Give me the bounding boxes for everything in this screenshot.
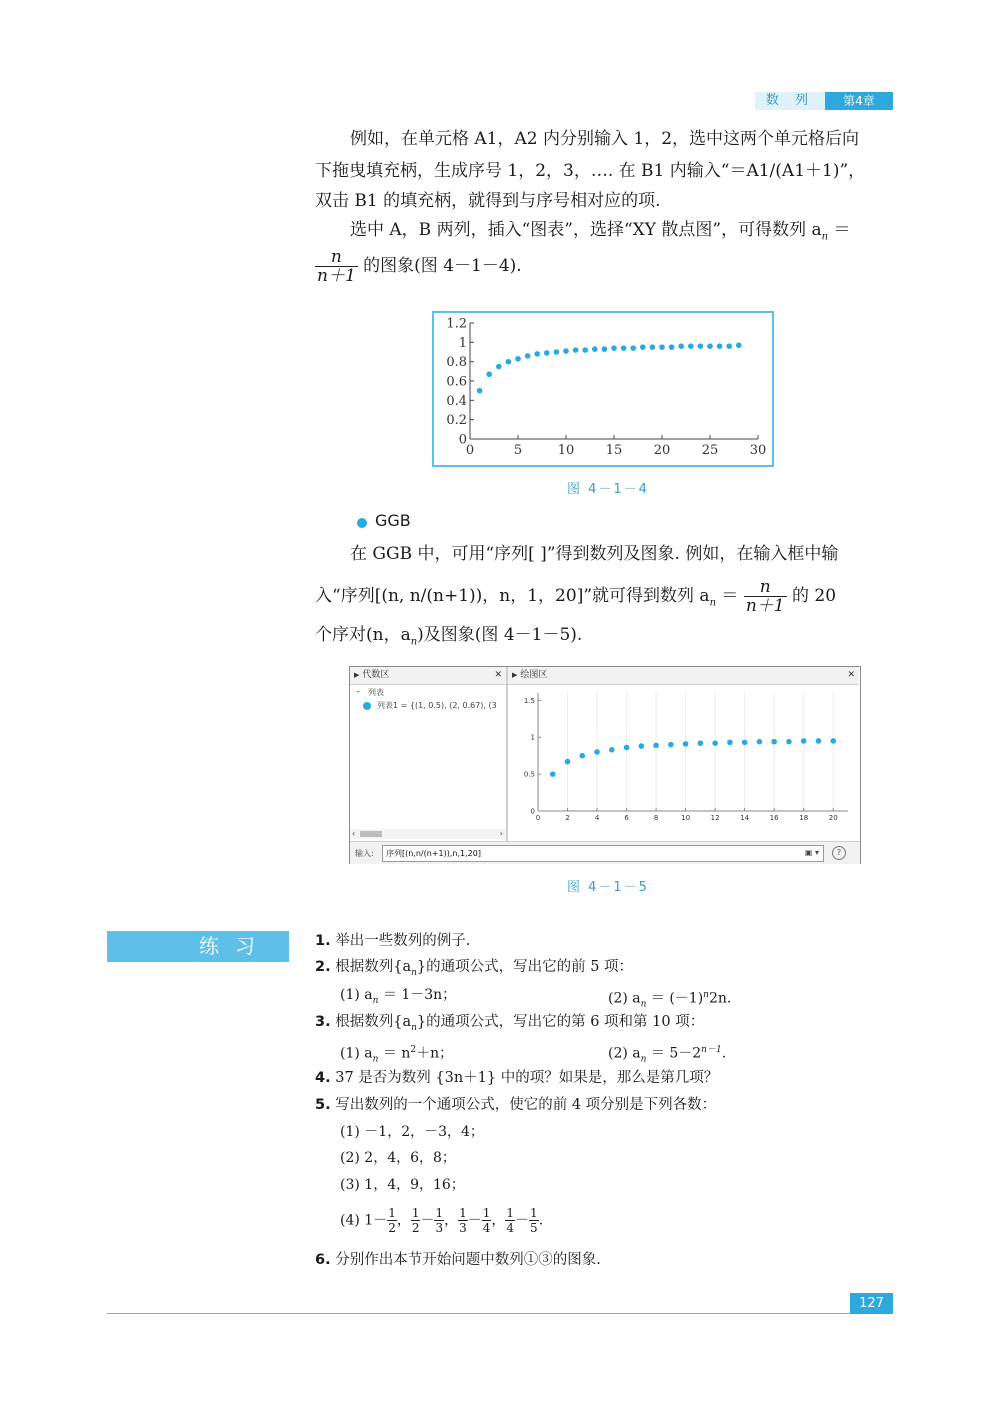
data-point [669, 344, 675, 350]
data-point [515, 356, 521, 362]
data-point [486, 371, 492, 377]
subscript: n [709, 597, 717, 609]
list-label: 列表 [368, 688, 384, 697]
data-point [563, 348, 569, 354]
question-number: 1. [315, 933, 331, 949]
x-tick-label: 18 [799, 814, 809, 822]
input-field[interactable] [382, 845, 824, 862]
data-point [742, 740, 748, 746]
data-point [550, 771, 556, 777]
subquestion: (1) －1，2，－3，4； [340, 1124, 484, 1140]
figure-4-1-4 [432, 311, 774, 467]
fraction [315, 248, 358, 285]
data-point [736, 342, 742, 348]
text: . [538, 1212, 544, 1229]
footer-divider [107, 1313, 893, 1314]
data-point [650, 344, 656, 350]
data-point [554, 349, 560, 355]
subscript: n [411, 967, 417, 978]
x-tick-label: 10 [681, 814, 691, 822]
data-point [630, 345, 636, 351]
data-point [582, 347, 588, 353]
data-point [653, 743, 659, 749]
denominator: 3 [459, 1221, 467, 1235]
question-text: 写出数列的一个通项公式，使它的前 4 项分别是下列各数： [335, 1097, 717, 1113]
data-point [496, 364, 502, 370]
data-point [602, 346, 608, 352]
graphics-panel-header[interactable] [508, 667, 859, 685]
question-5 [315, 1095, 716, 1115]
x-tick-label: 12 [710, 814, 720, 822]
question-3 [315, 1012, 704, 1038]
x-tick-label: 25 [701, 443, 719, 458]
numerator: n [744, 578, 787, 597]
data-point [594, 749, 600, 755]
x-tick-label: 4 [594, 814, 600, 822]
x-tick-label: 14 [740, 814, 750, 822]
paragraph-line [315, 248, 895, 285]
panel-title: 绘图区 [520, 670, 548, 680]
x-tick-label: 0 [535, 814, 541, 822]
question-text: 37 是否为数列 {3n＋1} 中的项？如果是，那么是第几项？ [335, 1070, 719, 1086]
subscript: n [372, 995, 379, 1006]
text: ＝ [828, 220, 851, 240]
data-point [611, 345, 617, 351]
subquestion [608, 1040, 726, 1069]
numerator: 1 [482, 1206, 491, 1220]
text: 的 20 [786, 586, 837, 606]
paragraph-line: 例如，在单元格 A1，A2 内分别输入 1，2，选中这两个单元格后向 [350, 129, 860, 149]
text: . [721, 1045, 727, 1062]
text: (2) a [608, 1045, 641, 1062]
x-tick-label: 6 [624, 814, 629, 822]
subscript: n [640, 1054, 647, 1065]
geogebra-window [349, 666, 861, 864]
list-item[interactable]: 列表1 = {(1, 0.5), (2, 0.67), (3 [377, 701, 497, 710]
fraction [387, 1206, 397, 1235]
y-tick-label: 0 [530, 807, 535, 816]
x-tick-label: 20 [828, 814, 838, 822]
tree-toggle-icon[interactable]: – [356, 687, 360, 696]
subquestion: (3) 1，4，9，16； [340, 1177, 465, 1193]
data-point [639, 743, 645, 749]
data-point [525, 353, 531, 359]
subquestion [608, 985, 731, 1014]
question-number: 2. [315, 959, 331, 975]
data-point [573, 347, 579, 353]
y-tick-label: 0.2 [446, 413, 467, 429]
y-tick-label: 1 [530, 733, 535, 742]
data-point [757, 739, 763, 745]
data-point [726, 343, 732, 349]
text: (1) a [340, 1045, 373, 1062]
data-point [609, 747, 615, 753]
subscript: n [821, 231, 829, 243]
visibility-dot-icon[interactable] [363, 702, 371, 710]
text: )及图象(图 4－1－5). [417, 625, 583, 645]
denominator: 4 [506, 1221, 515, 1235]
data-point [698, 343, 704, 349]
close-icon[interactable]: ✕ [847, 670, 855, 680]
text: ， [444, 1212, 459, 1229]
data-point [712, 740, 718, 746]
collapse-triangle-icon[interactable]: ▶ [512, 671, 518, 679]
y-tick-label: 0.6 [446, 374, 467, 390]
data-point [717, 343, 723, 349]
data-point [640, 344, 646, 350]
question-1 [315, 931, 470, 951]
data-point [786, 739, 792, 745]
text: ， [491, 1212, 506, 1229]
denominator: 4 [482, 1221, 491, 1235]
denominator: 2 [411, 1221, 420, 1235]
algebra-panel-header[interactable] [350, 667, 506, 685]
data-point [683, 741, 689, 747]
numerator: 1 [435, 1206, 444, 1220]
figure-caption: 图 4－1－4 [567, 482, 649, 497]
text: (4) 1－ [340, 1212, 388, 1229]
question-text: 根据数列{a [335, 959, 412, 975]
subquestion [340, 1040, 453, 1069]
x-tick-label: 8 [653, 814, 659, 822]
x-tick-label: 0 [465, 443, 475, 458]
text: － [420, 1212, 435, 1229]
question-number: 4. [315, 1070, 331, 1086]
section-title: GGB [375, 511, 411, 530]
fraction [744, 578, 787, 615]
data-point [659, 344, 665, 350]
paragraph-line: 下拖曳填充柄，生成序号 1，2，3，…. 在 B1 内输入“＝A1/(A1＋1)”， [315, 161, 866, 181]
numerator: 1 [530, 1206, 538, 1220]
x-tick-label: 5 [513, 443, 523, 458]
y-tick-label: 0.4 [446, 393, 467, 409]
subscript: n [640, 999, 647, 1010]
text: ＝ (－1) [646, 990, 704, 1007]
text: ＝ [716, 586, 744, 606]
subquestion [340, 1206, 543, 1235]
denominator: n＋1 [317, 266, 356, 286]
numerator: 1 [459, 1206, 467, 1220]
question-number: 6. [315, 1252, 331, 1268]
fraction [458, 1206, 468, 1235]
paragraph-line [315, 578, 895, 615]
data-point [727, 740, 733, 746]
chapter-label: 第4章 [825, 92, 893, 110]
fraction [434, 1206, 444, 1235]
data-point [477, 388, 483, 394]
data-point [565, 759, 571, 765]
fraction [482, 1206, 492, 1235]
input-value: 序列[(n,n/(n+1)),n,1,20] [386, 849, 481, 858]
paragraph-line [315, 623, 895, 654]
data-point [579, 753, 585, 759]
bullet-icon [357, 518, 367, 528]
numerator: 1 [388, 1206, 396, 1220]
subscript: n [411, 1022, 417, 1033]
scatter-chart [434, 313, 772, 465]
page-number: 127 [850, 1293, 893, 1314]
scroll-right-icon[interactable]: › [499, 829, 503, 838]
section-label: 数 列 [755, 92, 825, 110]
subscript: n [410, 636, 418, 648]
question-text: 举出一些数列的例子. [335, 933, 471, 949]
data-point [678, 343, 684, 349]
data-point [506, 359, 512, 365]
close-icon[interactable]: ✕ [494, 670, 502, 680]
input-label: 输入: [355, 849, 374, 858]
data-point [621, 345, 627, 351]
question-6 [315, 1250, 601, 1270]
figure-caption: 图 4－1－5 [567, 880, 649, 895]
horizontal-scrollbar[interactable] [350, 829, 506, 839]
text: 的图象(图 4－1－4). [357, 256, 522, 276]
superscript: n [703, 990, 709, 1000]
text: ＝ n [378, 1045, 411, 1062]
y-tick-label: 1.5 [523, 696, 535, 705]
question-text: }的通项公式，写出它的前 5 项： [416, 959, 634, 975]
denominator: n＋1 [745, 596, 785, 616]
fraction [505, 1206, 515, 1235]
text: 2n. [708, 990, 732, 1007]
dropdown-icon[interactable]: ▣ ▾ [804, 848, 819, 857]
help-icon[interactable]: ? [832, 846, 846, 860]
text: ， [396, 1212, 411, 1229]
text: 选中 A，B 两列，插入“图表”，选择“XY 散点图”，可得数列 a [350, 220, 822, 240]
numerator: n [315, 248, 358, 267]
text: 入“序列[(n, n/(n+1))，n，1，20]”就可得到数列 a [315, 586, 710, 606]
collapse-triangle-icon[interactable]: ▶ [354, 671, 360, 679]
scroll-left-icon[interactable]: ‹ [352, 829, 356, 838]
exercise-heading: 练习 [107, 931, 289, 962]
text: ＝ 1－3n； [378, 987, 457, 1003]
text: － [467, 1212, 482, 1229]
x-tick-label: 2 [565, 814, 570, 822]
y-tick-label: 1.2 [446, 316, 467, 332]
data-point [624, 745, 630, 751]
question-text: 分别作出本节开始问题中数列①③的图象. [335, 1252, 601, 1268]
data-point [816, 738, 822, 744]
question-2 [315, 957, 633, 983]
x-tick-label: 16 [769, 814, 779, 822]
text: (2) a [608, 990, 641, 1007]
superscript: 2 [410, 1045, 417, 1055]
x-tick-label: 20 [653, 443, 671, 458]
data-point [592, 346, 598, 352]
paragraph-line: 双击 B1 的填充柄，就得到与序号相对应的项. [315, 191, 661, 211]
data-point [707, 343, 713, 349]
x-tick-label: 30 [749, 443, 767, 458]
question-number: 5. [315, 1097, 331, 1113]
numerator: 1 [506, 1206, 515, 1220]
x-tick-label: 10 [557, 443, 575, 458]
x-tick-label: 15 [605, 443, 623, 458]
paragraph-line [350, 218, 930, 249]
denominator: 3 [435, 1221, 444, 1235]
text: ＝ 5－2 [646, 1045, 702, 1062]
subquestion [340, 985, 456, 1011]
text: 个序对(n，a [315, 625, 411, 645]
question-text: 根据数列{a [335, 1014, 412, 1030]
data-point [698, 740, 704, 746]
data-point [688, 343, 694, 349]
text: － [515, 1212, 530, 1229]
subscript: n [372, 1054, 379, 1065]
y-tick-label: 1 [458, 335, 467, 351]
question-4 [315, 1068, 718, 1088]
y-tick-label: 0.8 [446, 355, 467, 371]
panel-title: 代数区 [362, 670, 390, 680]
input-bar [350, 841, 860, 864]
question-text: }的通项公式，写出它的第 6 项和第 10 项： [416, 1014, 705, 1030]
data-point [668, 742, 674, 748]
question-number: 3. [315, 1014, 331, 1030]
data-point [771, 739, 777, 745]
y-tick-label: 0.5 [523, 770, 535, 779]
data-point [830, 738, 836, 744]
y-tick-label: 0 [458, 432, 467, 448]
subquestion: (2) 2，4，6，8； [340, 1150, 456, 1166]
text: (1) a [340, 987, 373, 1003]
scroll-thumb[interactable] [360, 831, 382, 837]
denominator: 2 [388, 1221, 396, 1235]
ggb-scatter-chart[interactable] [508, 685, 859, 841]
data-point [534, 351, 540, 357]
numerator: 1 [411, 1206, 420, 1220]
data-point [801, 738, 807, 744]
paragraph-line: 在 GGB 中，可用“序列[ ]”得到数列及图象. 例如，在输入框中输 [350, 544, 839, 564]
text: ＋n； [416, 1045, 454, 1062]
superscript: n－1 [701, 1045, 722, 1055]
denominator: 5 [530, 1221, 538, 1235]
data-point [544, 350, 550, 356]
fraction [529, 1206, 539, 1235]
